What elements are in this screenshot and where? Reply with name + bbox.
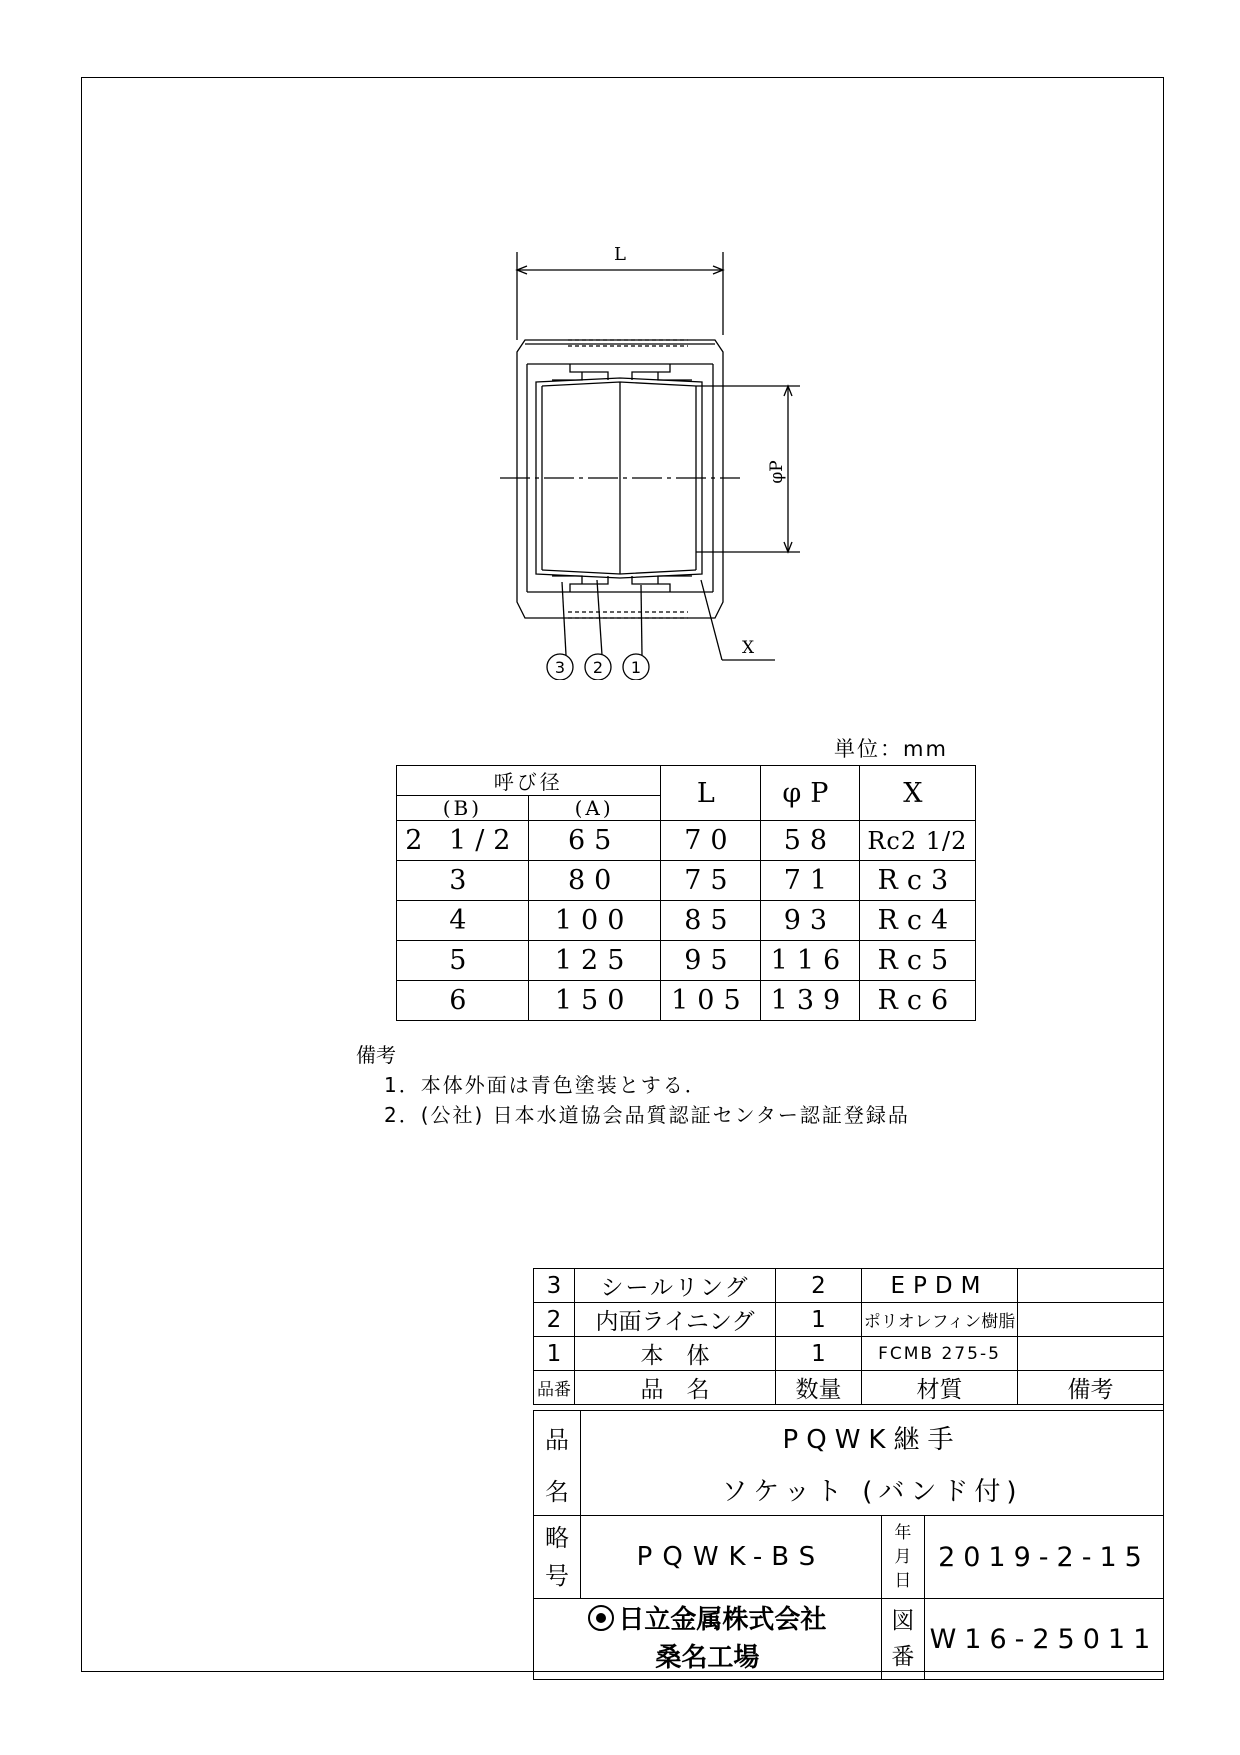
cell-A: 150 [528, 981, 660, 1021]
socket-cross-section-drawing [470, 240, 800, 680]
cell-A: 100 [528, 901, 660, 941]
header-qty: 数量 [776, 1371, 862, 1405]
cell-P: 58 [761, 821, 860, 861]
date-label-1: 年 [894, 1523, 912, 1543]
cell-A: 80 [528, 861, 660, 901]
balloon-3: 3 [554, 658, 566, 677]
cell-X: Rc6 [859, 981, 975, 1021]
part-remarks [1018, 1269, 1164, 1303]
header-name: 品 名 [575, 1371, 776, 1405]
dim-L-label: L [614, 244, 626, 265]
date-label-2: 月 [894, 1547, 912, 1567]
header-nominal: 呼び径 [397, 766, 661, 796]
cell-X: Rc4 [859, 901, 975, 941]
header-A: (A) [528, 796, 660, 821]
table-row [397, 981, 976, 1021]
cell-P: 116 [761, 941, 860, 981]
cell-P: 93 [761, 901, 860, 941]
cell-B: 5 [397, 941, 529, 981]
header-X: X [859, 766, 975, 821]
cell-P: 71 [761, 861, 860, 901]
cell-L: 95 [660, 941, 761, 981]
part-qty: 1 [776, 1337, 862, 1371]
code-label-1: 略 [545, 1524, 569, 1552]
header-no: 品番 [534, 1371, 575, 1405]
table-row [397, 941, 976, 981]
factory-name: 桑名工場 [655, 1643, 760, 1673]
table-row [397, 861, 976, 901]
table-row [397, 821, 976, 861]
cell-X: Rc5 [859, 941, 975, 981]
parts-header [534, 1371, 1164, 1405]
balloon-1: 1 [630, 658, 642, 677]
unit-label: 単位：mm [834, 737, 948, 761]
product-label-2: 名 [534, 1463, 581, 1516]
header-P: φP [761, 766, 860, 821]
code-label [534, 1516, 581, 1599]
parts-row [534, 1269, 1164, 1303]
table-row [397, 901, 976, 941]
part-material: ポリオレフィン樹脂 [862, 1303, 1018, 1337]
product-label-1: 品 [534, 1411, 581, 1464]
part-name: 本 体 [575, 1337, 776, 1371]
company-cell [534, 1599, 882, 1680]
parts-row [534, 1303, 1164, 1337]
part-no: 1 [534, 1337, 575, 1371]
part-name: シールリング [575, 1269, 776, 1303]
cell-B: 3 [397, 861, 529, 901]
cell-L: 85 [660, 901, 761, 941]
company-logo-icon [588, 1605, 614, 1631]
title-block [533, 1410, 1164, 1680]
parts-list [533, 1268, 1164, 1405]
cell-B: 2 1/2 [397, 821, 529, 861]
part-no: 3 [534, 1269, 575, 1303]
label-X: X [742, 638, 755, 658]
part-material: EPDM [862, 1269, 1018, 1303]
note-item: 2．(公社) 日本水道協会品質認証センター認証登録品 [384, 1103, 910, 1127]
part-remarks [1018, 1303, 1164, 1337]
cell-P: 139 [761, 981, 860, 1021]
cell-X: Rc2 1/2 [859, 821, 975, 861]
cell-L: 70 [660, 821, 761, 861]
part-no: 2 [534, 1303, 575, 1337]
notes [356, 1040, 910, 1130]
cell-L: 75 [660, 861, 761, 901]
cell-X: Rc3 [859, 861, 975, 901]
drawing-number: W16-25011 [924, 1599, 1163, 1680]
product-name-1: PQWK継手 [581, 1411, 1164, 1464]
date-label [881, 1516, 924, 1599]
cell-B: 6 [397, 981, 529, 1021]
company-name: 日立金属株式会社 [618, 1605, 827, 1635]
parts-row [534, 1337, 1164, 1371]
dwg-label-1: 図 [891, 1608, 915, 1634]
part-remarks [1018, 1337, 1164, 1371]
cell-A: 125 [528, 941, 660, 981]
part-material: FCMB 275-5 [862, 1337, 1018, 1371]
dwg-label-2: 番 [891, 1644, 915, 1670]
dwg-label [881, 1599, 924, 1680]
notes-heading: 備考 [356, 1043, 396, 1067]
cell-B: 4 [397, 901, 529, 941]
note-item: 1．本体外面は青色塗装とする． [384, 1073, 707, 1097]
balloon-2: 2 [592, 658, 604, 677]
part-qty: 2 [776, 1269, 862, 1303]
cell-L: 105 [660, 981, 761, 1021]
date-value: 2019-2-15 [924, 1516, 1163, 1599]
header-B: (B) [397, 796, 529, 821]
cell-A: 65 [528, 821, 660, 861]
part-qty: 1 [776, 1303, 862, 1337]
code-value: PQWK-BS [581, 1516, 882, 1599]
header-L: L [660, 766, 761, 821]
dimension-table [396, 765, 976, 1021]
header-material: 材質 [862, 1371, 1018, 1405]
header-remarks: 備考 [1018, 1371, 1164, 1405]
dim-P-label: φP [767, 460, 787, 484]
part-name: 内面ライニング [575, 1303, 776, 1337]
code-label-2: 号 [545, 1562, 569, 1590]
date-label-3: 日 [894, 1571, 912, 1591]
product-name-2: ソケット (バンド付) [581, 1463, 1164, 1516]
